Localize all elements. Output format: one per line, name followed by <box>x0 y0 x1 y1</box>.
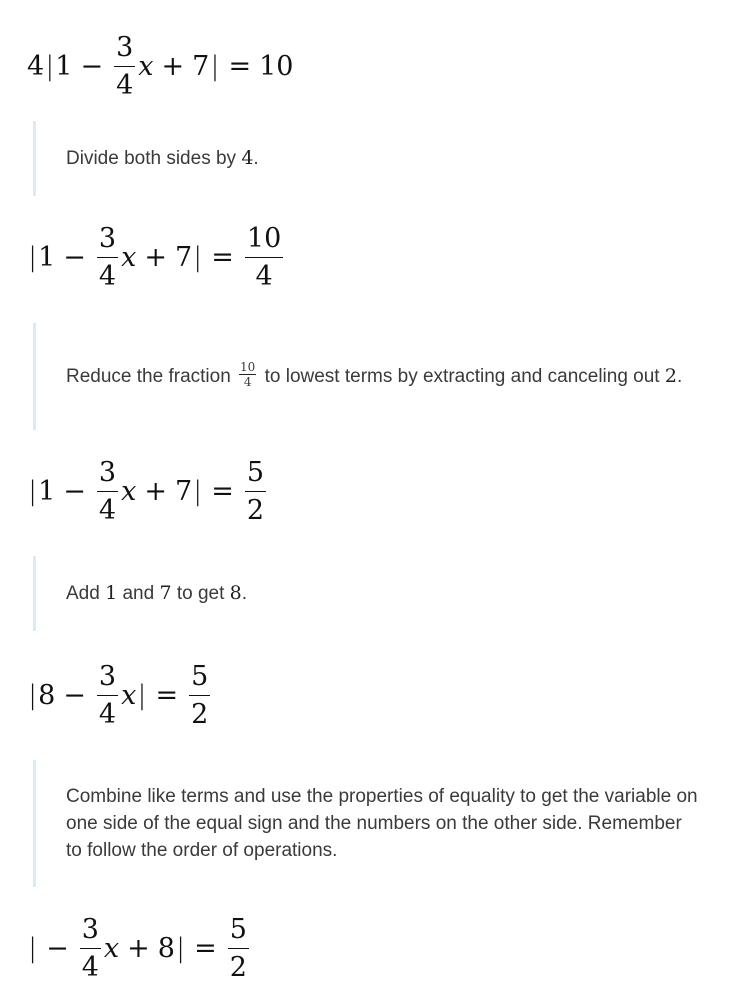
fraction-denominator: 4 <box>81 951 99 983</box>
equation-rhs: 10 <box>259 51 294 83</box>
absolute-value-right-bar: | <box>193 242 203 274</box>
plus-sign: + <box>161 51 185 83</box>
coefficient-fraction <box>80 915 101 982</box>
coefficient-fraction <box>97 662 118 729</box>
absolute-value-left-bar: | <box>28 680 38 712</box>
equation-step-5 <box>27 915 252 982</box>
absolute-value-right-bar: | <box>193 476 203 508</box>
equals-sign: = <box>194 933 217 965</box>
fraction-numerator: 3 <box>114 33 135 67</box>
fraction-numerator: 3 <box>97 224 118 258</box>
explanation-text <box>66 580 247 607</box>
explanation-text-part: . <box>676 365 683 387</box>
explanation-step-2 <box>33 323 698 430</box>
equation-step-1 <box>27 33 293 100</box>
fraction-denominator: 4 <box>98 494 117 526</box>
explanation-text-part: to lowest terms by extracting and canceling out <box>259 365 665 387</box>
minus-sign: − <box>63 242 86 274</box>
minus-sign: − <box>46 933 69 965</box>
absolute-value-left-bar: | <box>45 51 55 83</box>
coefficient-fraction <box>114 33 135 100</box>
equation-constant: 8 <box>38 680 56 712</box>
fraction-denominator: 4 <box>116 69 134 101</box>
explanation-text: Combine like terms and use the properties of equality to get the variable on one side of the equal sign and the numbers on the other side. Remember to follow the order of operations. <box>66 786 698 861</box>
explanation-text-part: Add <box>66 583 106 604</box>
explanation-step-1 <box>33 121 698 196</box>
coefficient-fraction <box>97 458 118 525</box>
equation-constant: 7 <box>192 51 210 83</box>
fraction-denominator: 2 <box>191 698 209 730</box>
absolute-value-left-bar: | <box>28 242 38 274</box>
minus-sign: − <box>63 680 86 712</box>
explanation-text-part: to get <box>171 583 230 604</box>
equals-sign: = <box>155 680 179 712</box>
rhs-fraction <box>228 915 249 982</box>
equation-step-3 <box>27 458 269 525</box>
equation-constant: 1 <box>38 476 56 508</box>
minus-sign: − <box>63 476 86 508</box>
equation-constant: 8 <box>157 933 175 965</box>
variable-x: x <box>121 680 137 712</box>
explanation-text <box>66 145 259 172</box>
explanation-text-part: Divide both sides by <box>66 148 242 169</box>
explanation-number: 7 <box>159 582 172 604</box>
equation-constant: 1 <box>55 51 73 83</box>
rhs-fraction <box>189 662 210 729</box>
fraction-numerator: 5 <box>189 662 210 696</box>
fraction-denominator: 4 <box>255 260 273 292</box>
variable-x: x <box>138 51 154 83</box>
absolute-value-left-bar: | <box>28 933 38 965</box>
variable-x: x <box>103 933 120 965</box>
equation-step-2 <box>27 224 286 291</box>
explanation-number: 2 <box>664 364 677 387</box>
equation-constant: 1 <box>38 242 56 274</box>
explanation-text <box>66 360 683 390</box>
equation-constant: 7 <box>174 476 193 508</box>
plus-sign: + <box>144 242 167 274</box>
equation-constant: 7 <box>174 242 193 274</box>
fraction-numerator: 5 <box>245 458 266 492</box>
explanation-number: 4 <box>241 147 254 169</box>
absolute-value-right-bar: | <box>175 933 186 965</box>
explanation-step-3 <box>33 556 698 631</box>
fraction-denominator: 4 <box>98 260 117 292</box>
fraction-numerator: 3 <box>97 662 118 696</box>
inline-fraction-numerator: 10 <box>240 360 256 375</box>
minus-sign: − <box>80 51 104 83</box>
variable-x: x <box>121 476 137 508</box>
fraction-numerator: 3 <box>80 915 101 949</box>
explanation-number: 1 <box>105 582 118 604</box>
inline-fraction-denominator: 4 <box>243 375 252 390</box>
fraction-denominator: 4 <box>98 698 117 730</box>
coefficient-fraction <box>97 224 118 291</box>
equals-sign: = <box>211 476 234 508</box>
fraction-numerator: 10 <box>245 224 283 258</box>
absolute-value-right-bar: | <box>137 680 147 712</box>
equation-coefficient: 4 <box>27 51 45 83</box>
equals-sign: = <box>228 51 252 83</box>
equals-sign: = <box>211 242 234 274</box>
explanation-text-part: . <box>241 583 248 604</box>
explanation-step-4 <box>33 760 698 887</box>
plus-sign: + <box>144 476 167 508</box>
explanation-text-part: and <box>117 583 160 604</box>
explanation-number: 8 <box>229 582 242 604</box>
absolute-value-right-bar: | <box>210 51 220 83</box>
fraction-numerator: 5 <box>228 915 249 949</box>
plus-sign: + <box>127 933 150 965</box>
explanation-text-part: . <box>253 148 259 169</box>
fraction-numerator: 3 <box>97 458 118 492</box>
explanation-text-part: Reduce the fraction <box>66 365 237 387</box>
fraction-denominator: 2 <box>246 494 265 526</box>
fraction-denominator: 2 <box>229 951 247 983</box>
inline-fraction <box>239 361 256 388</box>
rhs-fraction <box>245 224 283 291</box>
equation-step-4 <box>27 662 213 729</box>
absolute-value-left-bar: | <box>28 476 38 508</box>
rhs-fraction <box>245 458 266 525</box>
variable-x: x <box>121 242 137 274</box>
